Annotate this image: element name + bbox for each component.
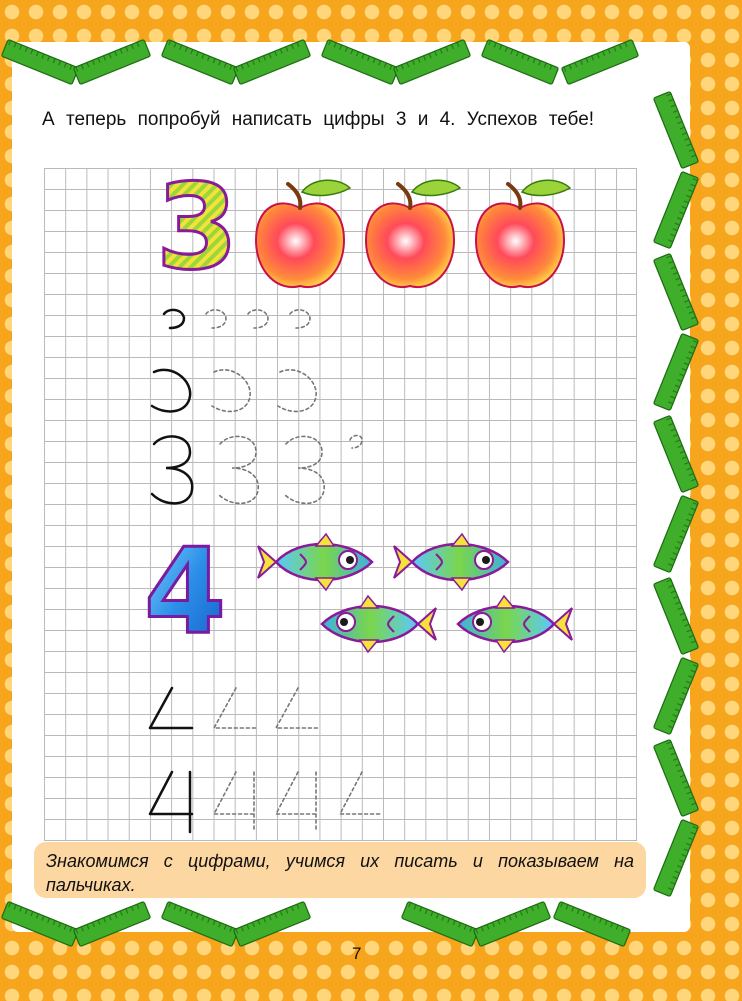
tracing-row-three-arc	[164, 310, 310, 328]
apple-icon	[476, 180, 570, 287]
fish-icon	[258, 534, 372, 590]
tracing-row-four-full	[150, 772, 382, 832]
tracing-row-three-curve	[152, 370, 316, 412]
bottom-ruler-zigzag	[1, 901, 630, 946]
apple-icon	[366, 180, 460, 287]
fish-icon	[322, 596, 436, 652]
tracing-row-three-full	[152, 436, 362, 504]
fish-icon	[394, 534, 508, 590]
apple-icon	[256, 180, 350, 287]
footer-tip-note: Знакомимся с цифрами, учимся их писать и показываем на пальчиках.	[34, 842, 646, 898]
exercise-artwork	[44, 168, 636, 840]
fish-icon	[458, 596, 572, 652]
instruction-text: А теперь попробуй написать цифры 3 и 4. Успехов тебе!	[42, 109, 595, 130]
big-digit-three	[156, 168, 238, 296]
tracing-row-four-angle	[150, 688, 318, 728]
svg-text:3: 3	[156, 168, 239, 296]
svg-text:4: 4	[144, 522, 227, 660]
right-ruler-zigzag	[653, 91, 698, 896]
page-number: 7	[352, 944, 362, 963]
top-ruler-zigzag	[1, 39, 638, 84]
big-digit-four	[144, 522, 226, 660]
